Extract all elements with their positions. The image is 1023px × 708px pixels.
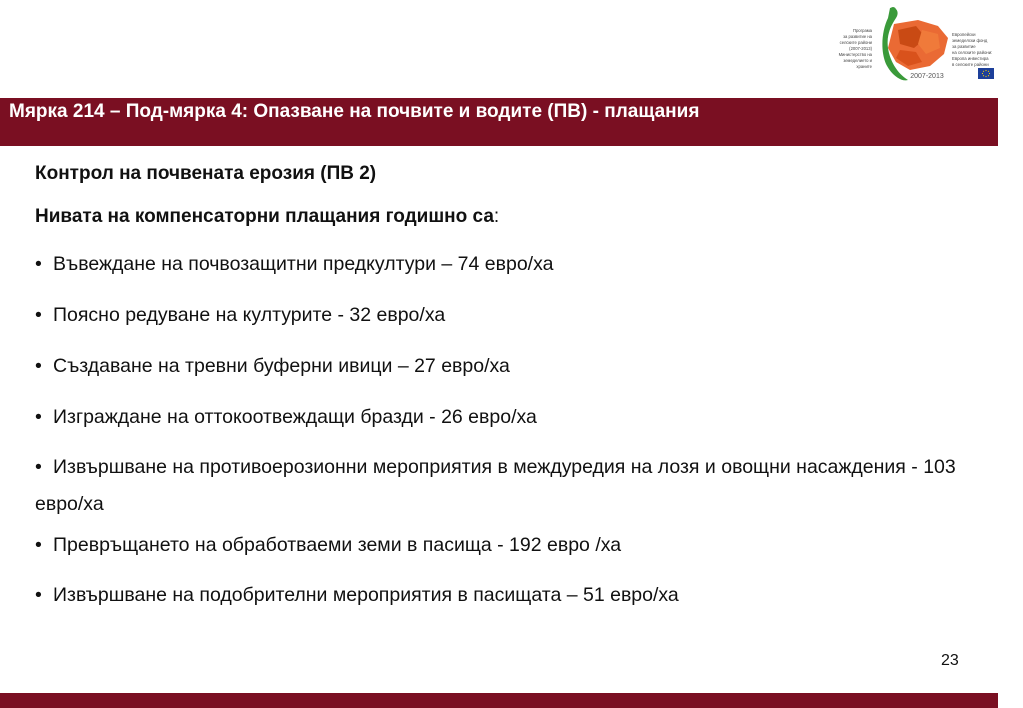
logo-right-line: Европейски <box>952 32 976 37</box>
logo-right-line: в селските райони <box>952 62 989 67</box>
logo-right-line: на селските райони: <box>952 50 993 55</box>
list-item <box>35 449 990 523</box>
list-item <box>35 301 990 329</box>
bullet-marker: • <box>35 406 42 428</box>
list-item-text: Поясно редуване на културите - 32 евро/ха <box>53 304 446 326</box>
bullet-marker: • <box>35 253 42 275</box>
eu-flag-icon <box>978 68 994 79</box>
list-item <box>35 250 990 278</box>
list-item-text: Извършване на подобрителни мероприятия в пасищата – 51 евро/ха <box>53 584 679 606</box>
page-number: 23 <box>941 652 959 669</box>
section-heading: Контрол на почвената ерозия (ПВ 2) <box>35 163 377 184</box>
logo-left-line: Министерство на <box>838 52 872 57</box>
logo-left-line: земеделието и <box>843 58 872 63</box>
logo-right-line: земеделски фонд <box>952 38 988 43</box>
bullet-marker: • <box>35 456 42 478</box>
program-logo <box>826 4 998 88</box>
list-item-text: Изграждане на оттокоотвеждащи бразди - 26 евро/ха <box>53 406 537 428</box>
bullet-marker: • <box>35 534 42 556</box>
logo-left-line: селските райони <box>839 40 872 45</box>
subsection-heading-colon: : <box>493 206 500 227</box>
list-item-text: Превръщането на обработваеми земи в пасища - 192 евро /ха <box>53 534 622 556</box>
logo-right-line: за развитие <box>952 44 976 49</box>
logo-graphic <box>826 4 998 88</box>
logo-right-line: Европа инвестира <box>952 56 989 61</box>
list-item-text: Извършване на противоерозионни мероприятия в междуредия на лозя и овощни насаждения - 103 евро/ха <box>35 456 956 515</box>
logo-left-line: Програма <box>852 28 872 33</box>
logo-left-line: (2007-2013) <box>849 46 872 51</box>
slide-title: Мярка 214 – Под-мярка 4: Опазване на почвите и водите (ПВ) - плащания <box>9 101 700 122</box>
payment-list <box>35 250 990 609</box>
list-item-text: Въвеждане на почвозащитни предкултури – 74 евро/ха <box>53 253 554 275</box>
logo-years: 2007-2013 <box>910 73 944 80</box>
subsection-heading-text: Нивата на компенсаторни плащания годишно са <box>35 206 494 227</box>
list-item <box>35 531 990 559</box>
list-item <box>35 352 990 380</box>
logo-left-line: за развитие на <box>843 34 872 39</box>
bullet-marker: • <box>35 304 42 326</box>
bullet-marker: • <box>35 355 42 377</box>
footer-bar <box>0 693 998 708</box>
subsection-heading <box>35 206 499 228</box>
list-item-text: Създаване на тревни буферни ивици – 27 евро/ха <box>53 355 510 377</box>
bullet-marker: • <box>35 584 42 606</box>
list-item <box>35 581 990 609</box>
logo-left-line: храните <box>856 64 872 69</box>
list-item <box>35 403 990 431</box>
